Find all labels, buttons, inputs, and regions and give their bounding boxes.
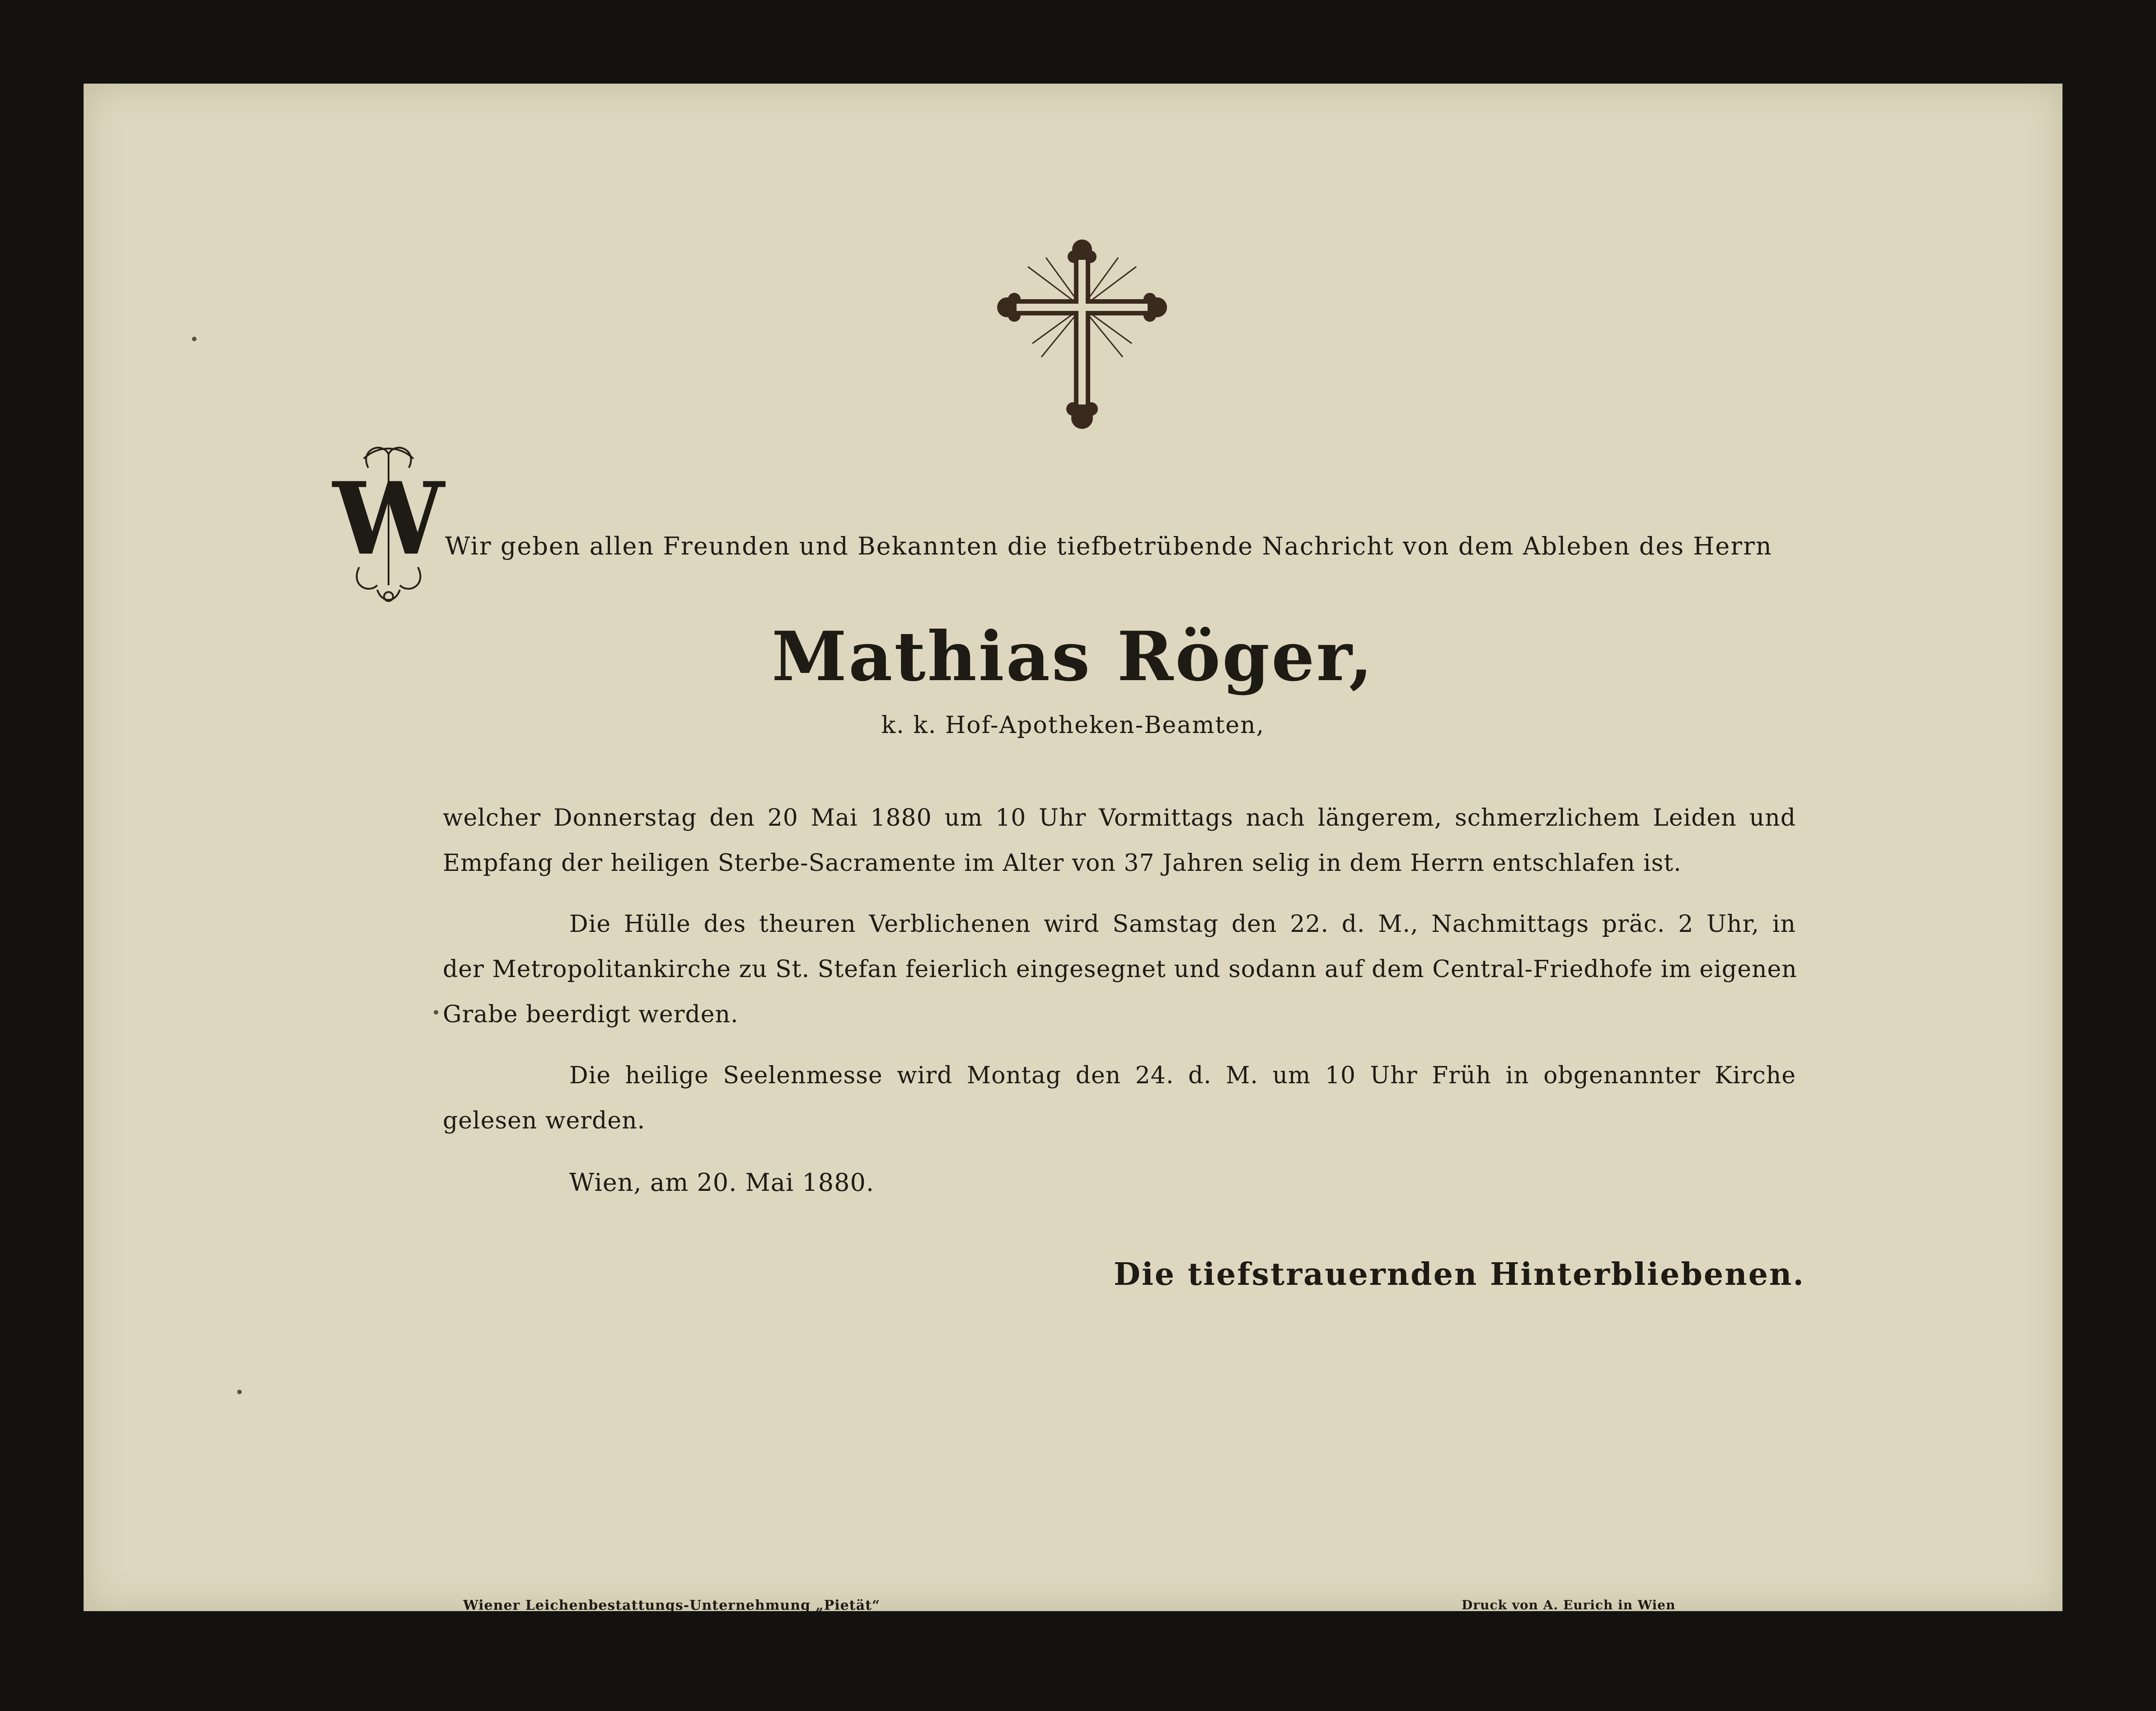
- paragraph2-line1: Die Hülle des theuren Verblichenen wird Samstag den 22. d. M., Nachmittags präc. 2 Uhr, in: [569, 911, 1796, 938]
- paragraph1-line1: welcher Donnerstag den 20 Mai 1880 um 10 Uhr Vormittags nach längerem, schmerzlichem Leiden und: [443, 804, 1796, 832]
- paragraph2-line3: Grabe beerdigt werden.: [443, 1001, 739, 1028]
- intro-line: Wir geben allen Freunden und Bekannten die tiefbetrübende Nachricht von dem Ableben des Herrn: [445, 532, 1772, 560]
- paragraph3-line1: Die heilige Seelenmesse wird Montag den 24. d. M. um 10 Uhr Früh in obgenannter Kirche: [569, 1062, 1796, 1089]
- paper-speck: [237, 1390, 242, 1394]
- paper-speck: [434, 1010, 438, 1015]
- signature-line: Die tiefstrauernden Hinterbliebenen.: [1114, 1256, 1805, 1293]
- paper-speck: [192, 337, 197, 341]
- paragraph3-line2: gelesen werden.: [443, 1107, 646, 1134]
- death-notice-sheet: [84, 84, 2062, 1611]
- footer-undertaker: Wiener Leichenbestattungs-Unternehmung „Pietät“: [463, 1598, 881, 1613]
- ornamental-initial-icon: [333, 441, 445, 608]
- footer-printer: Druck von A. Eurich in Wien: [1462, 1598, 1676, 1612]
- cross-icon: [1001, 240, 1163, 429]
- paragraph2-line2: der Metropolitankirche zu St. Stefan feierlich eingesegnet und sodann auf dem Central-Friedhofe im eigenen: [443, 956, 1797, 983]
- deceased-name: Mathias Röger,: [772, 617, 1374, 696]
- paragraph1-line2: Empfang der heiligen Sterbe-Sacramente im Alter von 37 Jahren selig in dem Herrn entschlafen ist.: [443, 850, 1682, 877]
- deceased-title: k. k. Hof-Apotheken-Beamten,: [881, 712, 1265, 739]
- place-date: Wien, am 20. Mai 1880.: [569, 1168, 875, 1197]
- svg-text:W: W: [333, 460, 445, 577]
